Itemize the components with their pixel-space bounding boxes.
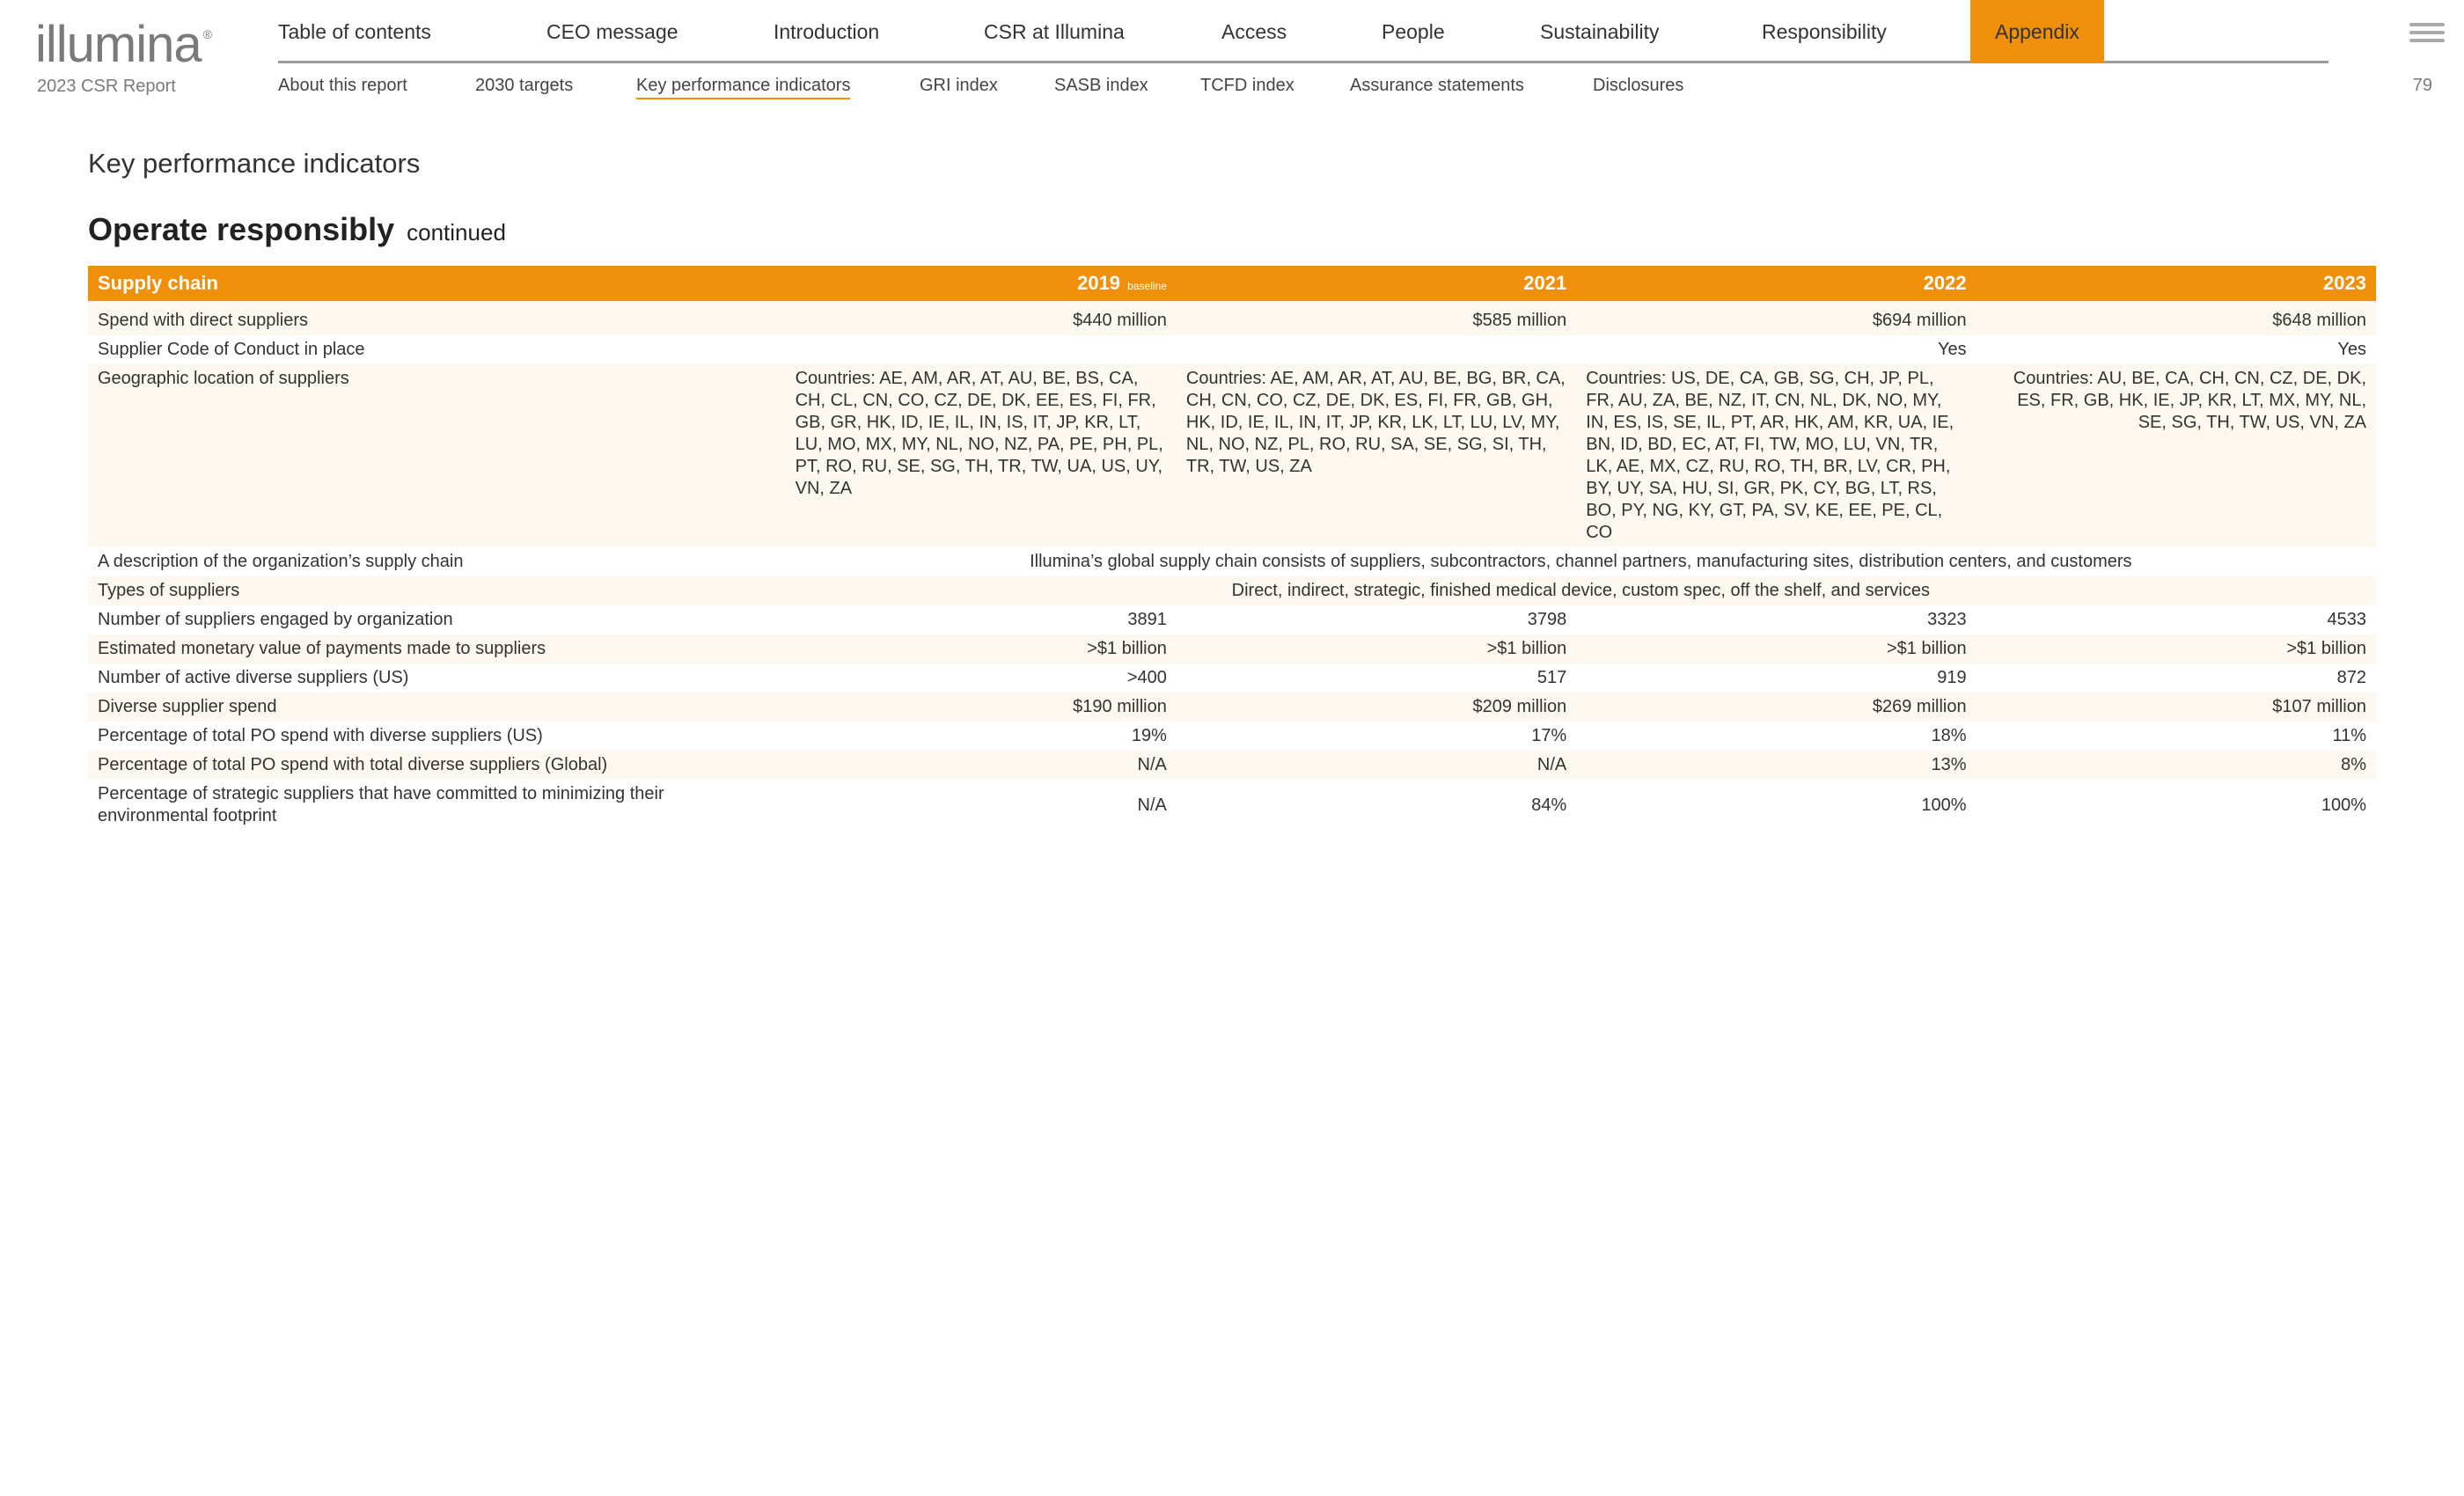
table-row (88, 605, 2376, 634)
table-row (88, 634, 2376, 664)
cell-2019: >400 (1126, 668, 1167, 687)
subnav-2030-targets[interactable]: 2030 targets (475, 76, 574, 95)
top-navigation (278, 0, 2328, 63)
cell-2021: N/A (1536, 755, 1567, 774)
subnav-tcfd-index[interactable]: TCFD index (1200, 76, 1294, 95)
registered-mark: ® (202, 27, 211, 41)
subnav-gri-index[interactable]: GRI index (920, 76, 998, 95)
table-header-row (88, 266, 2376, 301)
row-label: Spend with direct suppliers (98, 311, 309, 330)
cell-2019: N/A (1137, 795, 1167, 815)
cell-2022: 100% (1921, 795, 1967, 815)
cell-2022: >$1 billion (1886, 639, 1967, 658)
nav-table-of-contents[interactable]: Table of contents (278, 20, 431, 43)
cell-2019: Countries: AE, AM, AR, AT, AU, BE, BS, CA, CH, CL, CN, CO, CZ, DE, DK, EE, ES, FI, FR, GB, GR, HK, ID, IE, IL, IN, IS, IT, JP, KR, LT, LU, MO, MX, MY, NL, NO, NZ, PA, PE, PH, PL, PT, RO, RU, SE, SG, TH, TR, TW, UA, US, UY, VN, ZA (795, 369, 1163, 498)
header-2022: 2022 (1576, 266, 1976, 301)
supply-chain-kpi-table (88, 266, 2376, 831)
hamburger-menu-icon[interactable] (2409, 23, 2445, 46)
row-label: Estimated monetary value of payments made to suppliers (98, 639, 546, 658)
cell-2021: 84% (1531, 795, 1567, 815)
subnav-key-performance-indicators[interactable]: Key performance indicators (636, 76, 850, 99)
cell-2019: 3891 (1127, 610, 1167, 629)
row-label: Geographic location of suppliers (98, 369, 349, 388)
table-row (88, 664, 2376, 693)
nav-access[interactable]: Access (1221, 20, 1287, 43)
cell-2022: 3323 (1927, 610, 1967, 629)
row-label: Supplier Code of Conduct in place (98, 340, 365, 359)
cell-2021: >$1 billion (1486, 639, 1567, 658)
table-row (88, 576, 2376, 605)
cell-2023: 872 (2336, 668, 2366, 687)
cell-2023: Countries: AU, BE, CA, CH, CN, CZ, DE, DK, ES, FR, GB, HK, IE, JP, KR, LT, MX, MY, NL, SE, SG, TH, TW, US, VN, ZA (2013, 369, 2366, 432)
cell-2021: 3798 (1527, 610, 1567, 629)
cell-2021: $209 million (1472, 697, 1567, 716)
cell-2019 (786, 335, 1177, 364)
cell-2023: 4533 (2327, 610, 2366, 629)
cell-2021 (1177, 335, 1576, 364)
row-label: Percentage of total PO spend with total diverse suppliers (Global) (98, 755, 608, 774)
cell-2022: $269 million (1872, 697, 1967, 716)
table-row (88, 335, 2376, 364)
row-label: Number of suppliers engaged by organization (98, 610, 453, 629)
cell-2023: 8% (2341, 755, 2366, 774)
header-2023: 2023 (1976, 266, 2376, 301)
row-label: Percentage of strategic suppliers that have committed to minimizing their environmental footprint (98, 784, 664, 825)
table-row (88, 301, 2376, 335)
illumina-logo[interactable]: illumina ® (35, 16, 211, 73)
cell-2019: N/A (1137, 755, 1167, 774)
section-title: Key performance indicators (88, 148, 421, 179)
subnav-assurance-statements[interactable]: Assurance statements (1350, 76, 1524, 95)
table-row (88, 364, 2376, 547)
table-row (88, 751, 2376, 780)
subnav-disclosures[interactable]: Disclosures (1593, 76, 1684, 95)
cell-2023: 11% (2332, 726, 2366, 745)
subsection-title: Operate responsibly continued (88, 211, 506, 247)
row-label: A description of the organization’s supply chain (98, 552, 464, 571)
row-label: Number of active diverse suppliers (US) (98, 668, 409, 687)
cell-2022: 13% (1931, 755, 1967, 774)
cell-2023: $107 million (2272, 697, 2366, 716)
cell-2021: Countries: AE, AM, AR, AT, AU, BE, BG, BR, CA, CH, CN, CO, CZ, DE, DK, ES, FI, FR, GB, GH, HK, ID, IE, IL, IN, IT, JP, KR, LK, LT, LU, LV, MY, NL, NO, NZ, PL, RO, RU, SA, SE, SG, SI, TH, TR, TW, US, ZA (1185, 369, 1566, 476)
nav-responsibility[interactable]: Responsibility (1762, 20, 1887, 43)
cell-2019: $190 million (1073, 697, 1167, 716)
cell-2023: Yes (2337, 340, 2366, 359)
report-label: 2023 CSR Report (37, 77, 176, 96)
subnav-about-this-report[interactable]: About this report (278, 76, 407, 95)
nav-ceo-message[interactable]: CEO message (546, 20, 678, 43)
baseline-note: baseline (1127, 280, 1167, 292)
cell-all-years: Direct, indirect, strategic, finished medical device, custom spec, off the shelf, and services (1231, 581, 1930, 600)
cell-2022: $694 million (1872, 311, 1967, 330)
nav-people[interactable]: People (1382, 20, 1445, 43)
subnav-sasb-index[interactable]: SASB index (1054, 76, 1148, 95)
cell-2022: Countries: US, DE, CA, GB, SG, CH, JP, PL, FR, AU, ZA, BE, NZ, IT, CN, NL, DK, NO, MY, IN, ES, IS, SE, IL, PT, AR, HK, AM, KR, UA, IE, BN, ID, BD, EC, AT, FI, TW, MO, LU, VN, TR, LK, AE, MX, CZ, RU, RO, TH, BR, LV, CR, PH, BY, UY, SA, HU, SI, GR, PK, CY, BG, LT, RS, BO, PY, NG, KY, GT, PA, SV, KE, EE, PE, CL, CO (1586, 369, 1954, 542)
header-2021: 2021 (1177, 266, 1576, 301)
cell-2023: $648 million (2272, 311, 2366, 330)
page-number: 79 (2412, 76, 2432, 95)
table-row (88, 547, 2376, 576)
table-row (88, 722, 2376, 751)
cell-2021: 17% (1531, 726, 1567, 745)
row-label: Percentage of total PO spend with diverse suppliers (US) (98, 726, 543, 745)
cell-2021: $585 million (1472, 311, 1567, 330)
cell-2019: $440 million (1073, 311, 1167, 330)
cell-2021: 517 (1536, 668, 1567, 687)
nav-appendix[interactable]: Appendix (1970, 0, 2104, 63)
cell-2023: 100% (2321, 795, 2366, 815)
row-label: Types of suppliers (98, 581, 240, 600)
cell-2022: Yes (1937, 340, 1967, 359)
cell-2019: >$1 billion (1087, 639, 1167, 658)
table-row (88, 693, 2376, 722)
cell-2019: 19% (1131, 726, 1167, 745)
nav-csr-at-illumina[interactable]: CSR at Illumina (984, 20, 1125, 43)
subsection-suffix: continued (407, 219, 506, 246)
nav-sustainability[interactable]: Sustainability (1540, 20, 1660, 43)
header-2019: 2019 baseline (786, 266, 1177, 301)
header-supply-chain: Supply chain (88, 266, 786, 301)
row-label: Diverse supplier spend (98, 697, 277, 716)
cell-2022: 18% (1931, 726, 1967, 745)
cell-2023: >$1 billion (2286, 639, 2366, 658)
cell-2022: 919 (1937, 668, 1967, 687)
nav-introduction[interactable]: Introduction (774, 20, 880, 43)
cell-all-years: Illumina’s global supply chain consists of suppliers, subcontractors, channel partners, manufacturing sites, distribution centers, and customers (1030, 552, 2132, 571)
table-row (88, 780, 2376, 831)
